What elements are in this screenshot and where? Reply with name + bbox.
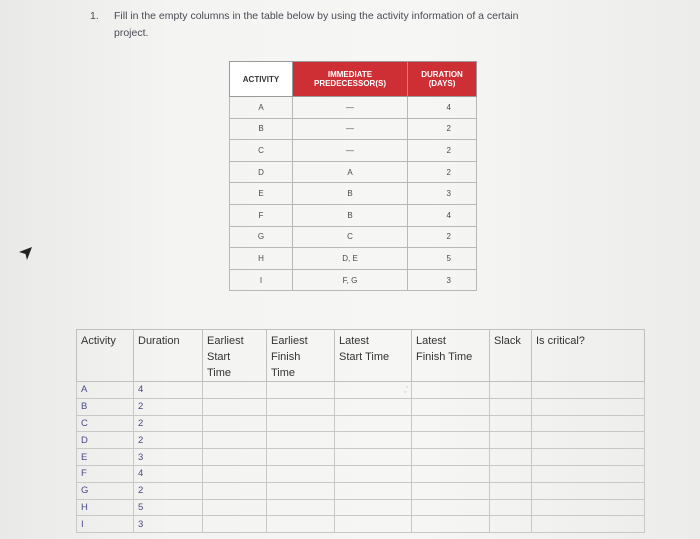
- work-cell-latest-start[interactable]: [335, 398, 412, 415]
- info-cell-duration: 2: [408, 118, 477, 140]
- work-cell-duration: 3: [134, 516, 203, 533]
- work-cell-latest-finish[interactable]: [412, 398, 490, 415]
- info-header-duration-line1: DURATION: [421, 70, 463, 79]
- work-cell-critical[interactable]: [532, 398, 645, 415]
- work-cell-earliest-start[interactable]: [203, 382, 267, 399]
- work-cell-activity: G: [77, 482, 134, 499]
- info-row: [230, 226, 477, 248]
- mouse-cursor-icon: [18, 245, 34, 261]
- work-cell-latest-start[interactable]: [335, 516, 412, 533]
- work-cell-earliest-finish[interactable]: [267, 449, 335, 466]
- info-cell-activity: A: [230, 97, 293, 119]
- work-cell-activity: E: [77, 449, 134, 466]
- info-row: [230, 248, 477, 270]
- question-line-2: project.: [114, 27, 149, 39]
- question-number: 1.: [90, 10, 99, 22]
- info-row: [230, 140, 477, 162]
- work-row: [77, 415, 645, 432]
- ls-line2: Start Time: [339, 351, 390, 363]
- work-cell-duration: 3: [134, 449, 203, 466]
- work-row: [77, 432, 645, 449]
- work-cell-critical[interactable]: [532, 382, 645, 399]
- work-cell-slack[interactable]: [490, 465, 532, 482]
- work-cell-activity: I: [77, 516, 134, 533]
- info-header-predecessors: [293, 62, 408, 97]
- work-cell-earliest-start[interactable]: [203, 398, 267, 415]
- work-header-critical: Is critical?: [532, 330, 645, 382]
- info-cell-predecessors: —: [293, 97, 408, 119]
- work-cell-activity: H: [77, 499, 134, 516]
- work-cell-latest-finish[interactable]: [412, 382, 490, 399]
- info-row: [230, 97, 477, 119]
- info-cell-predecessors: B: [293, 183, 408, 205]
- info-header-predecessors-line2: PREDECESSOR(S): [313, 79, 386, 88]
- info-cell-activity: G: [230, 226, 293, 248]
- question-text: [90, 8, 650, 42]
- info-cell-predecessors: C: [293, 226, 408, 248]
- es-line1: Earliest: [207, 335, 244, 347]
- work-cell-earliest-start[interactable]: [203, 449, 267, 466]
- work-cell-duration: 2: [134, 432, 203, 449]
- info-cell-predecessors: F, G: [293, 269, 408, 291]
- work-cell-latest-finish[interactable]: [412, 465, 490, 482]
- work-header-slack: Slack: [490, 330, 532, 382]
- ef-line1: Earliest: [271, 335, 308, 347]
- info-header-duration-line2: (DAYS): [428, 79, 456, 88]
- work-cell-duration: 2: [134, 415, 203, 432]
- work-cell-slack[interactable]: [490, 482, 532, 499]
- work-cell-slack[interactable]: [490, 398, 532, 415]
- es-line3: Time: [207, 367, 232, 379]
- work-cell-earliest-finish[interactable]: [267, 499, 335, 516]
- work-cell-slack[interactable]: [490, 516, 532, 533]
- work-cell-activity: C: [77, 415, 134, 432]
- work-row: [77, 398, 645, 415]
- work-cell-slack[interactable]: [490, 432, 532, 449]
- info-cell-activity: C: [230, 140, 293, 162]
- work-cell-earliest-start[interactable]: [203, 516, 267, 533]
- info-row: [230, 269, 477, 291]
- info-cell-predecessors: D, E: [293, 248, 408, 270]
- work-row: [77, 482, 645, 499]
- info-cell-activity: D: [230, 161, 293, 183]
- info-cell-activity: F: [230, 204, 293, 226]
- work-cell-critical[interactable]: [532, 449, 645, 466]
- pen-mark: ,': [404, 385, 408, 394]
- work-cell-critical[interactable]: [532, 499, 645, 516]
- work-cell-earliest-start[interactable]: [203, 465, 267, 482]
- info-cell-duration: 3: [408, 269, 477, 291]
- work-cell-earliest-finish[interactable]: [267, 465, 335, 482]
- work-header-duration: Duration: [134, 330, 203, 382]
- info-cell-activity: E: [230, 183, 293, 205]
- work-cell-duration: 2: [134, 398, 203, 415]
- work-cell-critical[interactable]: [532, 415, 645, 432]
- ef-line3: Time: [271, 367, 296, 379]
- info-cell-duration: 2: [408, 226, 477, 248]
- work-cell-duration: 5: [134, 499, 203, 516]
- work-cell-latest-start[interactable]: [335, 465, 412, 482]
- work-cell-latest-start[interactable]: [335, 449, 412, 466]
- info-row: [230, 161, 477, 183]
- info-cell-duration: 5: [408, 248, 477, 270]
- es-line2: Start: [207, 351, 231, 363]
- info-table-body: [230, 97, 477, 291]
- info-cell-duration: 2: [408, 140, 477, 162]
- work-header-earliest-start: [203, 330, 267, 382]
- work-cell-earliest-finish[interactable]: [267, 398, 335, 415]
- info-cell-predecessors: A: [293, 161, 408, 183]
- work-cell-earliest-finish[interactable]: [267, 516, 335, 533]
- work-cell-critical[interactable]: [532, 516, 645, 533]
- work-cell-critical[interactable]: [532, 432, 645, 449]
- lf-line1: Latest: [416, 335, 446, 347]
- work-cell-earliest-start[interactable]: [203, 432, 267, 449]
- work-cell-slack[interactable]: [490, 415, 532, 432]
- schedule-work-table: [76, 329, 645, 533]
- info-header-activity: ACTIVITY: [230, 62, 293, 97]
- work-cell-earliest-finish[interactable]: [267, 482, 335, 499]
- work-cell-earliest-finish[interactable]: [267, 432, 335, 449]
- work-header-earliest-finish: [267, 330, 335, 382]
- work-cell-earliest-start[interactable]: [203, 482, 267, 499]
- work-cell-activity: A: [77, 382, 134, 399]
- work-cell-latest-start[interactable]: [335, 482, 412, 499]
- info-cell-activity: B: [230, 118, 293, 140]
- info-cell-predecessors: B: [293, 204, 408, 226]
- work-cell-latest-start[interactable]: [335, 382, 412, 399]
- work-cell-latest-finish[interactable]: [412, 432, 490, 449]
- work-cell-activity: D: [77, 432, 134, 449]
- ef-line2: Finish: [271, 351, 301, 363]
- work-cell-latest-start[interactable]: [335, 415, 412, 432]
- work-cell-latest-finish[interactable]: [412, 449, 490, 466]
- ls-line1: Latest: [339, 335, 369, 347]
- work-cell-earliest-finish[interactable]: [267, 415, 335, 432]
- info-header-duration: [408, 62, 477, 97]
- work-cell-critical[interactable]: [532, 482, 645, 499]
- work-cell-latest-start[interactable]: [335, 499, 412, 516]
- work-cell-activity: F: [77, 465, 134, 482]
- work-cell-duration: 4: [134, 465, 203, 482]
- work-cell-slack[interactable]: [490, 499, 532, 516]
- work-cell-activity: B: [77, 398, 134, 415]
- work-header-activity: Activity: [77, 330, 134, 382]
- work-row: [77, 382, 645, 399]
- work-row: [77, 465, 645, 482]
- info-cell-duration: 3: [408, 183, 477, 205]
- lf-line2: Finish Time: [416, 351, 473, 363]
- work-cell-duration: 4: [134, 382, 203, 399]
- info-row: [230, 183, 477, 205]
- work-cell-duration: 2: [134, 482, 203, 499]
- work-cell-earliest-finish[interactable]: [267, 382, 335, 399]
- info-cell-activity: H: [230, 248, 293, 270]
- info-cell-predecessors: —: [293, 140, 408, 162]
- work-cell-latest-start[interactable]: [335, 432, 412, 449]
- work-cell-latest-finish[interactable]: [412, 499, 490, 516]
- info-cell-duration: 2: [408, 161, 477, 183]
- work-row: [77, 449, 645, 466]
- info-header-predecessors-line1: IMMEDIATE: [327, 70, 373, 79]
- work-cell-latest-finish[interactable]: [412, 516, 490, 533]
- work-cell-earliest-start[interactable]: [203, 415, 267, 432]
- work-cell-slack[interactable]: [490, 382, 532, 399]
- info-cell-duration: 4: [408, 204, 477, 226]
- work-row: [77, 499, 645, 516]
- info-cell-duration: 4: [408, 97, 477, 119]
- work-row: [77, 516, 645, 533]
- work-header-latest-start: [335, 330, 412, 382]
- question-line-1: Fill in the empty columns in the table below by using the activity information of a certain: [114, 10, 519, 22]
- work-cell-slack[interactable]: [490, 449, 532, 466]
- info-row: [230, 118, 477, 140]
- info-row: [230, 204, 477, 226]
- info-cell-activity: I: [230, 269, 293, 291]
- work-cell-critical[interactable]: [532, 465, 645, 482]
- work-cell-latest-finish[interactable]: [412, 415, 490, 432]
- work-cell-earliest-start[interactable]: [203, 499, 267, 516]
- activity-info-table: [229, 61, 477, 291]
- work-cell-latest-finish[interactable]: [412, 482, 490, 499]
- info-cell-predecessors: —: [293, 118, 408, 140]
- work-table-body: [77, 382, 645, 533]
- work-header-latest-finish: [412, 330, 490, 382]
